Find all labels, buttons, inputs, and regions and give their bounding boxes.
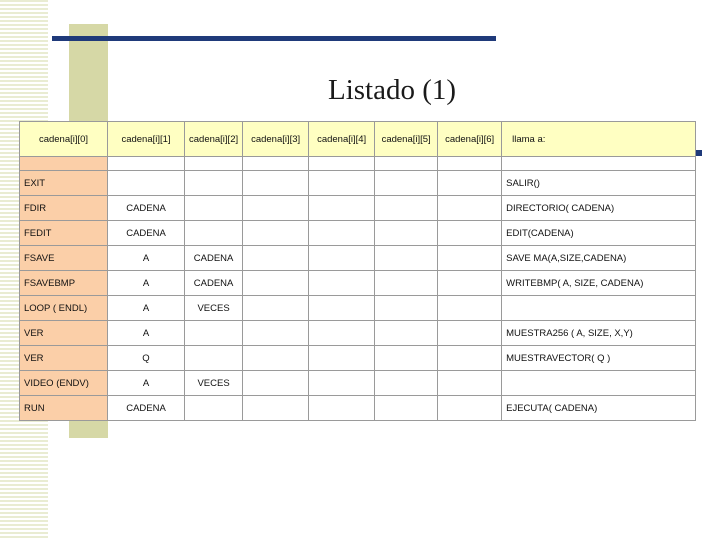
- call-cell: SAVE MA(A,SIZE,CADENA): [502, 246, 696, 271]
- empty-cell: [438, 271, 502, 296]
- empty-cell: [438, 296, 502, 321]
- header-col-6: cadena[i][6]: [438, 122, 502, 157]
- empty-cell: [375, 171, 438, 196]
- arg1-cell: CADENA: [108, 221, 185, 246]
- slide-title: Listado (1): [328, 74, 457, 106]
- header-col-5: cadena[i][5]: [375, 122, 438, 157]
- empty-cell: [375, 271, 438, 296]
- command-cell: VER: [20, 321, 108, 346]
- arg2-cell: [185, 221, 243, 246]
- command-table: [19, 121, 696, 421]
- table-row: [20, 371, 696, 396]
- empty-cell: [243, 396, 309, 421]
- empty-cell: [243, 271, 309, 296]
- empty-cell: [375, 371, 438, 396]
- empty-cell: [309, 246, 375, 271]
- header-col-0: cadena[i][0]: [20, 122, 108, 157]
- table-row: [20, 296, 696, 321]
- empty-cell: [309, 346, 375, 371]
- empty-cell: [243, 346, 309, 371]
- empty-cell: [309, 321, 375, 346]
- arg1-cell: A: [108, 246, 185, 271]
- empty-cell: [309, 196, 375, 221]
- command-cell: FSAVE: [20, 246, 108, 271]
- empty-cell: [309, 271, 375, 296]
- empty-cell: [243, 171, 309, 196]
- empty-cell: [375, 321, 438, 346]
- arg2-cell: CADENA: [185, 271, 243, 296]
- header-row: [20, 122, 696, 157]
- header-calls: llama a:: [502, 122, 696, 157]
- empty-cell: [375, 296, 438, 321]
- accent-tick: [696, 150, 702, 156]
- call-cell: MUESTRAVECTOR( Q ): [502, 346, 696, 371]
- arg1-cell: A: [108, 321, 185, 346]
- command-cell: FSAVEBMP: [20, 271, 108, 296]
- empty-cell: [243, 296, 309, 321]
- empty-cell: [243, 246, 309, 271]
- table-row: [20, 221, 696, 246]
- call-cell: MUESTRA256 ( A, SIZE, X,Y): [502, 321, 696, 346]
- spacer-row: [20, 157, 696, 171]
- empty-cell: [375, 246, 438, 271]
- header-col-3: cadena[i][3]: [243, 122, 309, 157]
- empty-cell: [375, 221, 438, 246]
- table-row: [20, 246, 696, 271]
- command-cell: FEDIT: [20, 221, 108, 246]
- empty-cell: [243, 321, 309, 346]
- empty-cell: [438, 246, 502, 271]
- command-cell: VER: [20, 346, 108, 371]
- empty-cell: [243, 221, 309, 246]
- arg1-cell: CADENA: [108, 196, 185, 221]
- table-row: [20, 196, 696, 221]
- empty-cell: [309, 221, 375, 246]
- empty-cell: [438, 321, 502, 346]
- table-row: [20, 396, 696, 421]
- call-cell: [502, 296, 696, 321]
- arg2-cell: [185, 321, 243, 346]
- header-col-1: cadena[i][1]: [108, 122, 185, 157]
- arg1-cell: A: [108, 296, 185, 321]
- empty-cell: [375, 346, 438, 371]
- arg2-cell: [185, 196, 243, 221]
- empty-cell: [243, 196, 309, 221]
- table-row: [20, 271, 696, 296]
- empty-cell: [309, 171, 375, 196]
- empty-cell: [438, 221, 502, 246]
- call-cell: SALIR(): [502, 171, 696, 196]
- table-row: [20, 171, 696, 196]
- empty-cell: [438, 346, 502, 371]
- command-cell: LOOP ( ENDL): [20, 296, 108, 321]
- arg1-cell: [108, 171, 185, 196]
- arg2-cell: [185, 396, 243, 421]
- command-cell: EXIT: [20, 171, 108, 196]
- table-left-border: [19, 121, 20, 419]
- arg2-cell: CADENA: [185, 246, 243, 271]
- arg2-cell: VECES: [185, 296, 243, 321]
- header-col-2: cadena[i][2]: [185, 122, 243, 157]
- arg2-cell: [185, 171, 243, 196]
- arg1-cell: CADENA: [108, 396, 185, 421]
- empty-cell: [309, 296, 375, 321]
- table-body: [20, 122, 696, 421]
- table-row: [20, 321, 696, 346]
- arg2-cell: VECES: [185, 371, 243, 396]
- arg2-cell: [185, 346, 243, 371]
- empty-cell: [309, 396, 375, 421]
- command-cell: RUN: [20, 396, 108, 421]
- empty-cell: [438, 196, 502, 221]
- empty-cell: [438, 171, 502, 196]
- title-accent-bar: [52, 36, 496, 41]
- command-cell: FDIR: [20, 196, 108, 221]
- arg1-cell: A: [108, 271, 185, 296]
- arg1-cell: Q: [108, 346, 185, 371]
- empty-cell: [375, 396, 438, 421]
- arg1-cell: A: [108, 371, 185, 396]
- call-cell: EDIT(CADENA): [502, 221, 696, 246]
- empty-cell: [375, 196, 438, 221]
- call-cell: [502, 371, 696, 396]
- empty-cell: [438, 396, 502, 421]
- table-row: [20, 346, 696, 371]
- call-cell: WRITEBMP( A, SIZE, CADENA): [502, 271, 696, 296]
- empty-cell: [438, 371, 502, 396]
- call-cell: EJECUTA( CADENA): [502, 396, 696, 421]
- empty-cell: [243, 371, 309, 396]
- call-cell: DIRECTORIO( CADENA): [502, 196, 696, 221]
- empty-cell: [309, 371, 375, 396]
- command-cell: VIDEO (ENDV): [20, 371, 108, 396]
- header-col-4: cadena[i][4]: [309, 122, 375, 157]
